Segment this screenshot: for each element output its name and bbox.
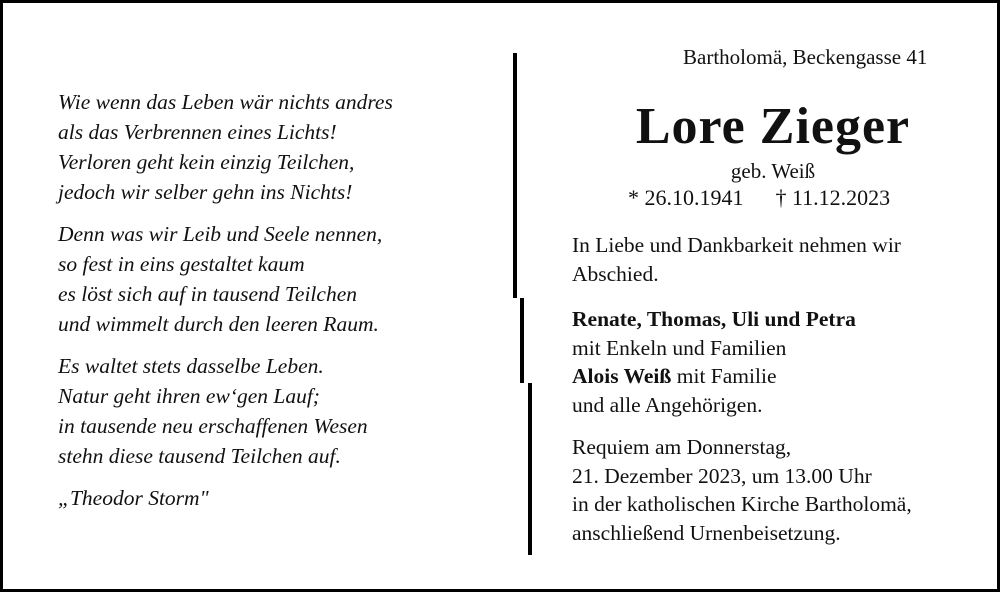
poem-line: jedoch wir selber gehn ins Nichts! — [58, 180, 353, 204]
text-line: Abschied. — [572, 261, 659, 286]
poem — [58, 87, 488, 513]
deceased-name: Lore Zieger — [635, 98, 911, 155]
poem-stanza — [58, 219, 488, 339]
divider-line — [520, 298, 524, 383]
poem-author: „Theodor Storm" — [58, 486, 209, 510]
divider-line — [513, 53, 517, 298]
text-line: und alle Angehörigen. — [572, 392, 763, 417]
text-line: anschließend Urnenbeisetzung. — [572, 520, 841, 545]
requiem-info — [572, 433, 982, 547]
mourners — [572, 305, 982, 419]
text-line-rest: mit Familie — [671, 364, 777, 388]
farewell-text — [572, 231, 982, 288]
poem-line: als das Verbrennen eines Lichts! — [58, 120, 337, 144]
mourner-names: Renate, Thomas, Uli und Petra — [572, 307, 856, 331]
poem-line: Denn was wir Leib und Seele nennen, — [58, 222, 383, 246]
mourner-name: Alois Weiß — [572, 364, 672, 388]
text-line: mit Enkeln und Familien — [572, 335, 787, 360]
poem-line: und wimmelt durch den leeren Raum. — [58, 312, 379, 336]
maiden-name: geb. Weiß — [730, 159, 816, 183]
poem-line: Es waltet stets dasselbe Leben. — [58, 354, 324, 378]
poem-stanza — [58, 351, 488, 471]
poem-line: Verloren geht kein einzig Teilchen, — [58, 150, 355, 174]
life-dates — [628, 185, 890, 211]
death-date: † 11.12.2023 — [775, 185, 891, 210]
poem-line: stehn diese tausend Teilchen auf. — [58, 444, 341, 468]
address: Bartholomä, Beckengasse 41 — [683, 45, 928, 69]
poem-stanza — [58, 87, 488, 207]
poem-line: in tausende neu erschaffenen Wesen — [58, 414, 368, 438]
poem-line: Wie wenn das Leben wär nichts andres — [58, 90, 393, 114]
text-line: Requiem am Donnerstag, — [572, 435, 792, 459]
text-line: In Liebe und Dankbarkeit nehmen wir — [572, 233, 901, 257]
text-line: in der katholischen Kirche Bartholomä, — [572, 492, 912, 516]
text-line — [572, 362, 982, 391]
birth-date: * 26.10.1941 — [628, 185, 744, 210]
poem-line: Natur geht ihren ew‘gen Lauf; — [58, 384, 320, 408]
poem-line: es löst sich auf in tausend Teilchen — [58, 282, 357, 306]
poem-line: so fest in eins gestaltet kaum — [58, 252, 305, 276]
divider-line — [528, 383, 532, 555]
text-line: 21. Dezember 2023, um 13.00 Uhr — [572, 463, 872, 488]
